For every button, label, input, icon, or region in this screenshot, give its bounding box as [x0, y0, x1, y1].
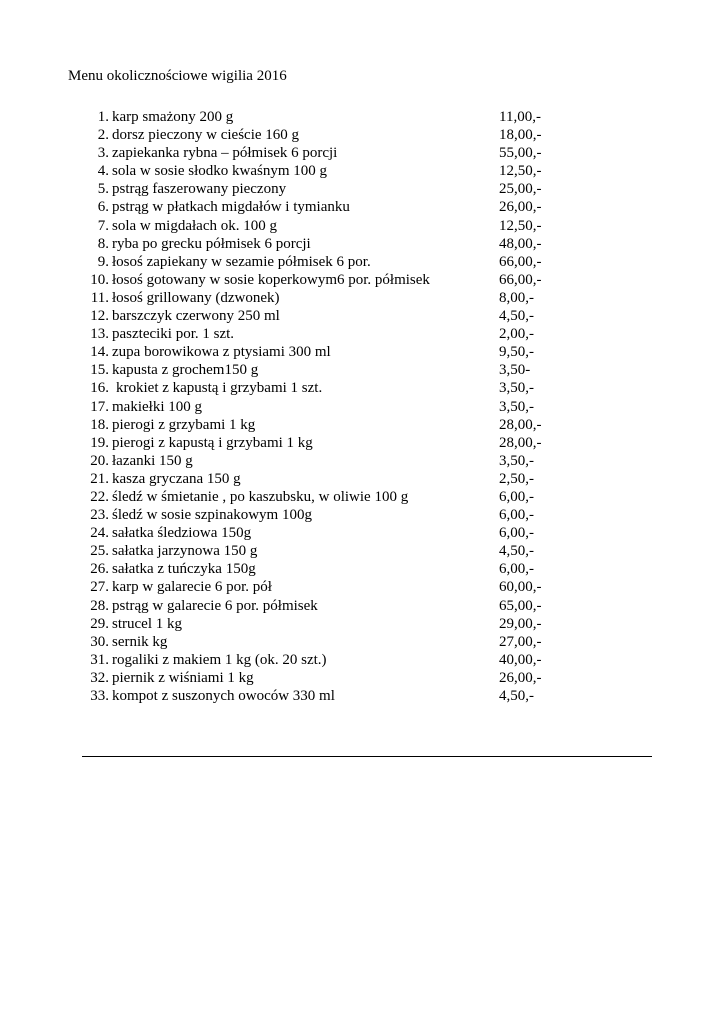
item-name: pstrąg w galarecie 6 por. półmisek — [112, 597, 318, 614]
item-price: 6,00,- — [499, 507, 534, 524]
item-price: 12,50,- — [499, 163, 542, 180]
item-price: 65,00,- — [499, 597, 542, 614]
item-number: 24. — [90, 525, 109, 542]
item-name: kapusta z grochem150 g — [112, 362, 259, 379]
item-price: 55,00,- — [499, 145, 542, 162]
menu-item — [0, 597, 725, 615]
item-name: łazanki 150 g — [112, 452, 193, 469]
menu-item — [0, 217, 725, 235]
item-price: 9,50,- — [499, 344, 534, 361]
item-name: łosoś gotowany w sosie koperkowym6 por. półmisek — [112, 271, 430, 288]
item-number: 7. — [97, 217, 109, 234]
menu-item — [0, 126, 725, 144]
item-name: piernik z wiśniami 1 kg — [112, 669, 254, 686]
item-number: 10. — [90, 271, 109, 288]
item-number: 33. — [90, 688, 109, 704]
menu-item — [0, 416, 725, 434]
item-price: 48,00,- — [499, 235, 542, 252]
menu-item — [0, 560, 725, 578]
menu-item — [0, 108, 725, 126]
item-number: 17. — [90, 398, 109, 415]
menu-item — [0, 578, 725, 596]
menu-item — [0, 542, 725, 560]
item-number: 26. — [90, 561, 109, 578]
item-number: 18. — [90, 416, 109, 433]
item-name: sola w sosie słodko kwaśnym 100 g — [112, 163, 327, 180]
item-name: sałatka z tuńczyka 150g — [112, 561, 256, 578]
item-name: śledź w sosie szpinakowym 100g — [112, 507, 312, 524]
item-name: zapiekanka rybna – półmisek 6 porcji — [112, 145, 338, 162]
item-price: 40,00,- — [499, 651, 542, 668]
item-price: 60,00,- — [499, 579, 542, 596]
page-title: Menu okolicznościowe wigilia 2016 — [68, 68, 287, 84]
menu-item — [0, 271, 725, 289]
item-name: kasza gryczana 150 g — [112, 470, 241, 487]
item-price: 2,50,- — [499, 470, 534, 487]
item-number: 22. — [90, 488, 109, 505]
item-name: zupa borowikowa z ptysiami 300 ml — [112, 344, 331, 361]
menu-item — [0, 325, 725, 343]
menu-item — [0, 452, 725, 470]
item-name: krokiet z kapustą i grzybami 1 szt. — [116, 380, 323, 397]
item-price: 18,00,- — [499, 127, 542, 144]
item-number: 31. — [90, 651, 109, 668]
item-name: dorsz pieczony w cieście 160 g — [112, 127, 300, 144]
item-number: 6. — [97, 199, 109, 216]
item-number: 2. — [97, 127, 109, 144]
item-number: 23. — [90, 507, 109, 524]
item-number: 29. — [90, 615, 109, 632]
item-price: 11,00,- — [499, 109, 541, 125]
item-price: 66,00,- — [499, 271, 542, 288]
item-name: pierogi z grzybami 1 kg — [112, 416, 256, 433]
item-name: makiełki 100 g — [112, 398, 202, 415]
item-name: barszczyk czerwony 250 ml — [112, 308, 280, 325]
menu-item — [0, 235, 725, 253]
item-name: sałatka śledziowa 150g — [112, 525, 252, 542]
menu-item — [0, 687, 725, 705]
item-name: karp w galarecie 6 por. pół — [112, 579, 272, 596]
item-number: 32. — [90, 669, 109, 686]
menu-item — [0, 434, 725, 452]
item-number: 15. — [90, 362, 109, 379]
menu-item — [0, 615, 725, 633]
horizontal-rule — [82, 756, 652, 757]
item-price: 4,50,- — [499, 688, 534, 704]
item-price: 6,00,- — [499, 525, 534, 542]
item-price: 25,00,- — [499, 181, 542, 198]
item-price: 66,00,- — [499, 253, 542, 270]
menu-item — [0, 198, 725, 216]
item-price: 26,00,- — [499, 199, 542, 216]
item-name: sernik kg — [112, 633, 168, 650]
item-name: kompot z suszonych owoców 330 ml — [112, 688, 335, 704]
item-number: 21. — [90, 470, 109, 487]
item-price: 3,50- — [499, 362, 531, 379]
item-price: 2,00,- — [499, 326, 534, 343]
menu-list — [0, 108, 725, 705]
item-number: 25. — [90, 543, 109, 560]
item-name: paszteciki por. 1 szt. — [112, 326, 235, 343]
item-number: 4. — [97, 163, 109, 180]
item-number: 28. — [90, 597, 109, 614]
menu-item — [0, 524, 725, 542]
menu-item — [0, 180, 725, 198]
item-name: pstrąg w płatkach migdałów i tymianku — [112, 199, 350, 216]
item-name: sola w migdałach ok. 100 g — [112, 217, 277, 234]
item-price: 28,00,- — [499, 416, 542, 433]
item-price: 3,50,- — [499, 452, 534, 469]
menu-item — [0, 470, 725, 488]
item-number: 27. — [90, 579, 109, 596]
item-price: 12,50,- — [499, 217, 542, 234]
item-name: pstrąg faszerowany pieczony — [112, 181, 287, 198]
item-price: 26,00,- — [499, 669, 542, 686]
item-number: 3. — [97, 145, 109, 162]
item-name: sałatka jarzynowa 150 g — [112, 543, 258, 560]
item-price: 3,50,- — [499, 398, 534, 415]
item-price: 3,50,- — [499, 380, 534, 397]
item-price: 4,50,- — [499, 308, 534, 325]
menu-item — [0, 488, 725, 506]
item-price: 29,00,- — [499, 615, 542, 632]
item-price: 6,00,- — [499, 488, 534, 505]
item-name: łosoś zapiekany w sezamie półmisek 6 por. — [112, 253, 371, 270]
item-name: karp smażony 200 g — [112, 109, 234, 125]
menu-item — [0, 253, 725, 271]
item-number: 14. — [90, 344, 109, 361]
menu-item — [0, 343, 725, 361]
item-price: 8,00,- — [499, 289, 534, 306]
item-number: 11. — [90, 289, 109, 306]
menu-item — [0, 307, 725, 325]
item-number: 16. — [90, 380, 109, 397]
menu-item — [0, 289, 725, 307]
item-name: pierogi z kapustą i grzybami 1 kg — [112, 434, 313, 451]
item-number: 8. — [97, 235, 109, 252]
menu-item — [0, 633, 725, 651]
item-number: 13. — [90, 326, 109, 343]
item-price: 4,50,- — [499, 543, 534, 560]
item-number: 20. — [90, 452, 109, 469]
item-name: rogaliki z makiem 1 kg (ok. 20 szt.) — [112, 651, 327, 668]
menu-item — [0, 144, 725, 162]
item-price: 27,00,- — [499, 633, 542, 650]
item-name: strucel 1 kg — [112, 615, 182, 632]
item-price: 28,00,- — [499, 434, 542, 451]
menu-item — [0, 398, 725, 416]
menu-item — [0, 379, 725, 397]
menu-item — [0, 651, 725, 669]
menu-item — [0, 361, 725, 379]
item-number: 5. — [97, 181, 109, 198]
item-price: 6,00,- — [499, 561, 534, 578]
item-name: ryba po grecku półmisek 6 porcji — [112, 235, 311, 252]
item-number: 30. — [90, 633, 109, 650]
menu-item — [0, 669, 725, 687]
item-number: 1. — [97, 109, 109, 125]
item-number: 9. — [97, 253, 109, 270]
item-name: śledź w śmietanie , po kaszubsku, w oliwie 100 g — [112, 488, 409, 505]
item-number: 19. — [90, 434, 109, 451]
item-number: 12. — [90, 308, 109, 325]
menu-item — [0, 162, 725, 180]
item-name: łosoś grillowany (dzwonek) — [112, 289, 280, 306]
menu-item — [0, 506, 725, 524]
